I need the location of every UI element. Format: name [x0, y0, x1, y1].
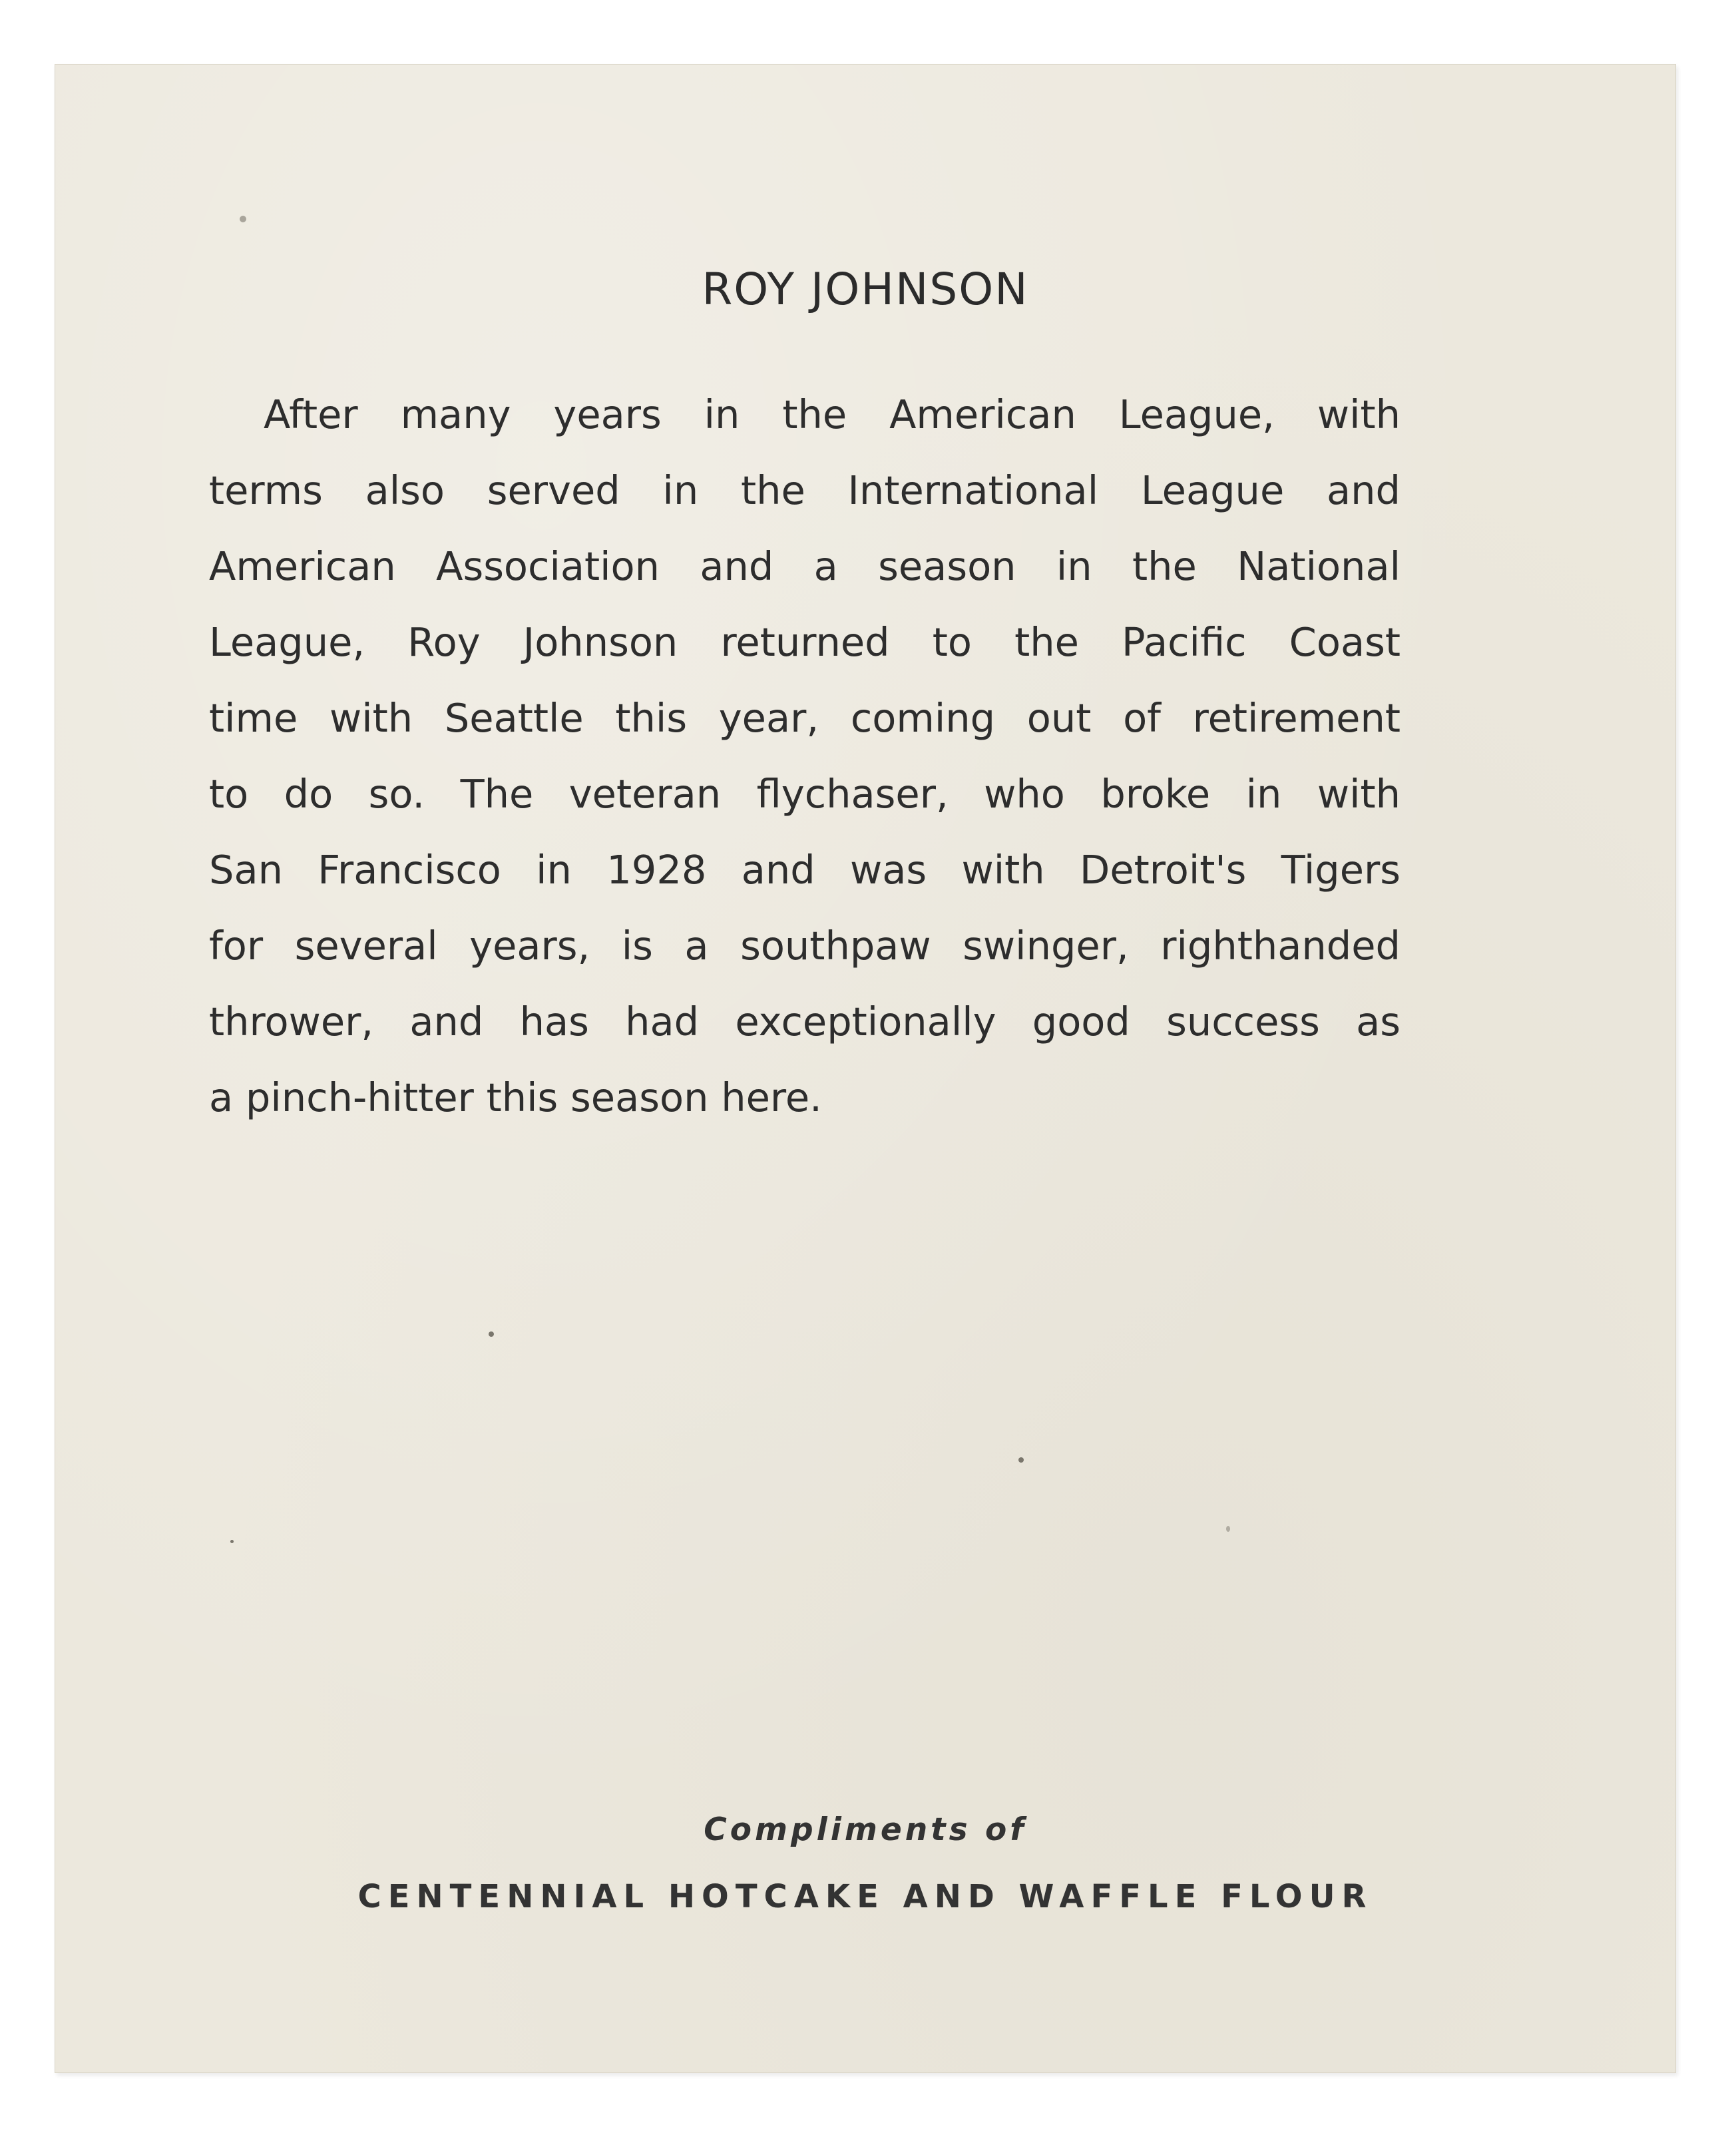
compliments-text: Compliments of [704, 1811, 1027, 1848]
paper-speck [230, 1540, 234, 1543]
biography-line: terms also served in the International League and [209, 467, 1401, 513]
sponsor-name: CENTENNIAL HOTCAKE AND WAFFLE FLOUR [357, 1878, 1373, 1915]
biography-line: San Francisco in 1928 and was with Detroit's Tigers [209, 847, 1401, 893]
card [55, 64, 1676, 2073]
biography-line: thrower, and has had exceptionally good success as [209, 999, 1401, 1045]
biography-line: a pinch-hitter this season here. [209, 1074, 822, 1120]
paper-speck [489, 1331, 494, 1337]
biography-line: League, Roy Johnson returned to the Pacific Coast [209, 619, 1401, 665]
biography-line: time with Seattle this year, coming out of retirement [209, 695, 1401, 741]
paper-speck [240, 216, 246, 222]
biography-line: for several years, is a southpaw swinger, righthanded [209, 923, 1401, 969]
biography-line: to do so. The veteran flychaser, who broke in with [209, 771, 1401, 817]
biography-line: American Association and a season in the National [209, 543, 1401, 589]
paper-speck [1226, 1526, 1230, 1532]
biography-line: After many years in the American League, with [264, 391, 1401, 437]
biography-text [209, 377, 1401, 1136]
paper-speck [1018, 1457, 1024, 1463]
player-name-title: ROY JOHNSON [702, 264, 1029, 315]
